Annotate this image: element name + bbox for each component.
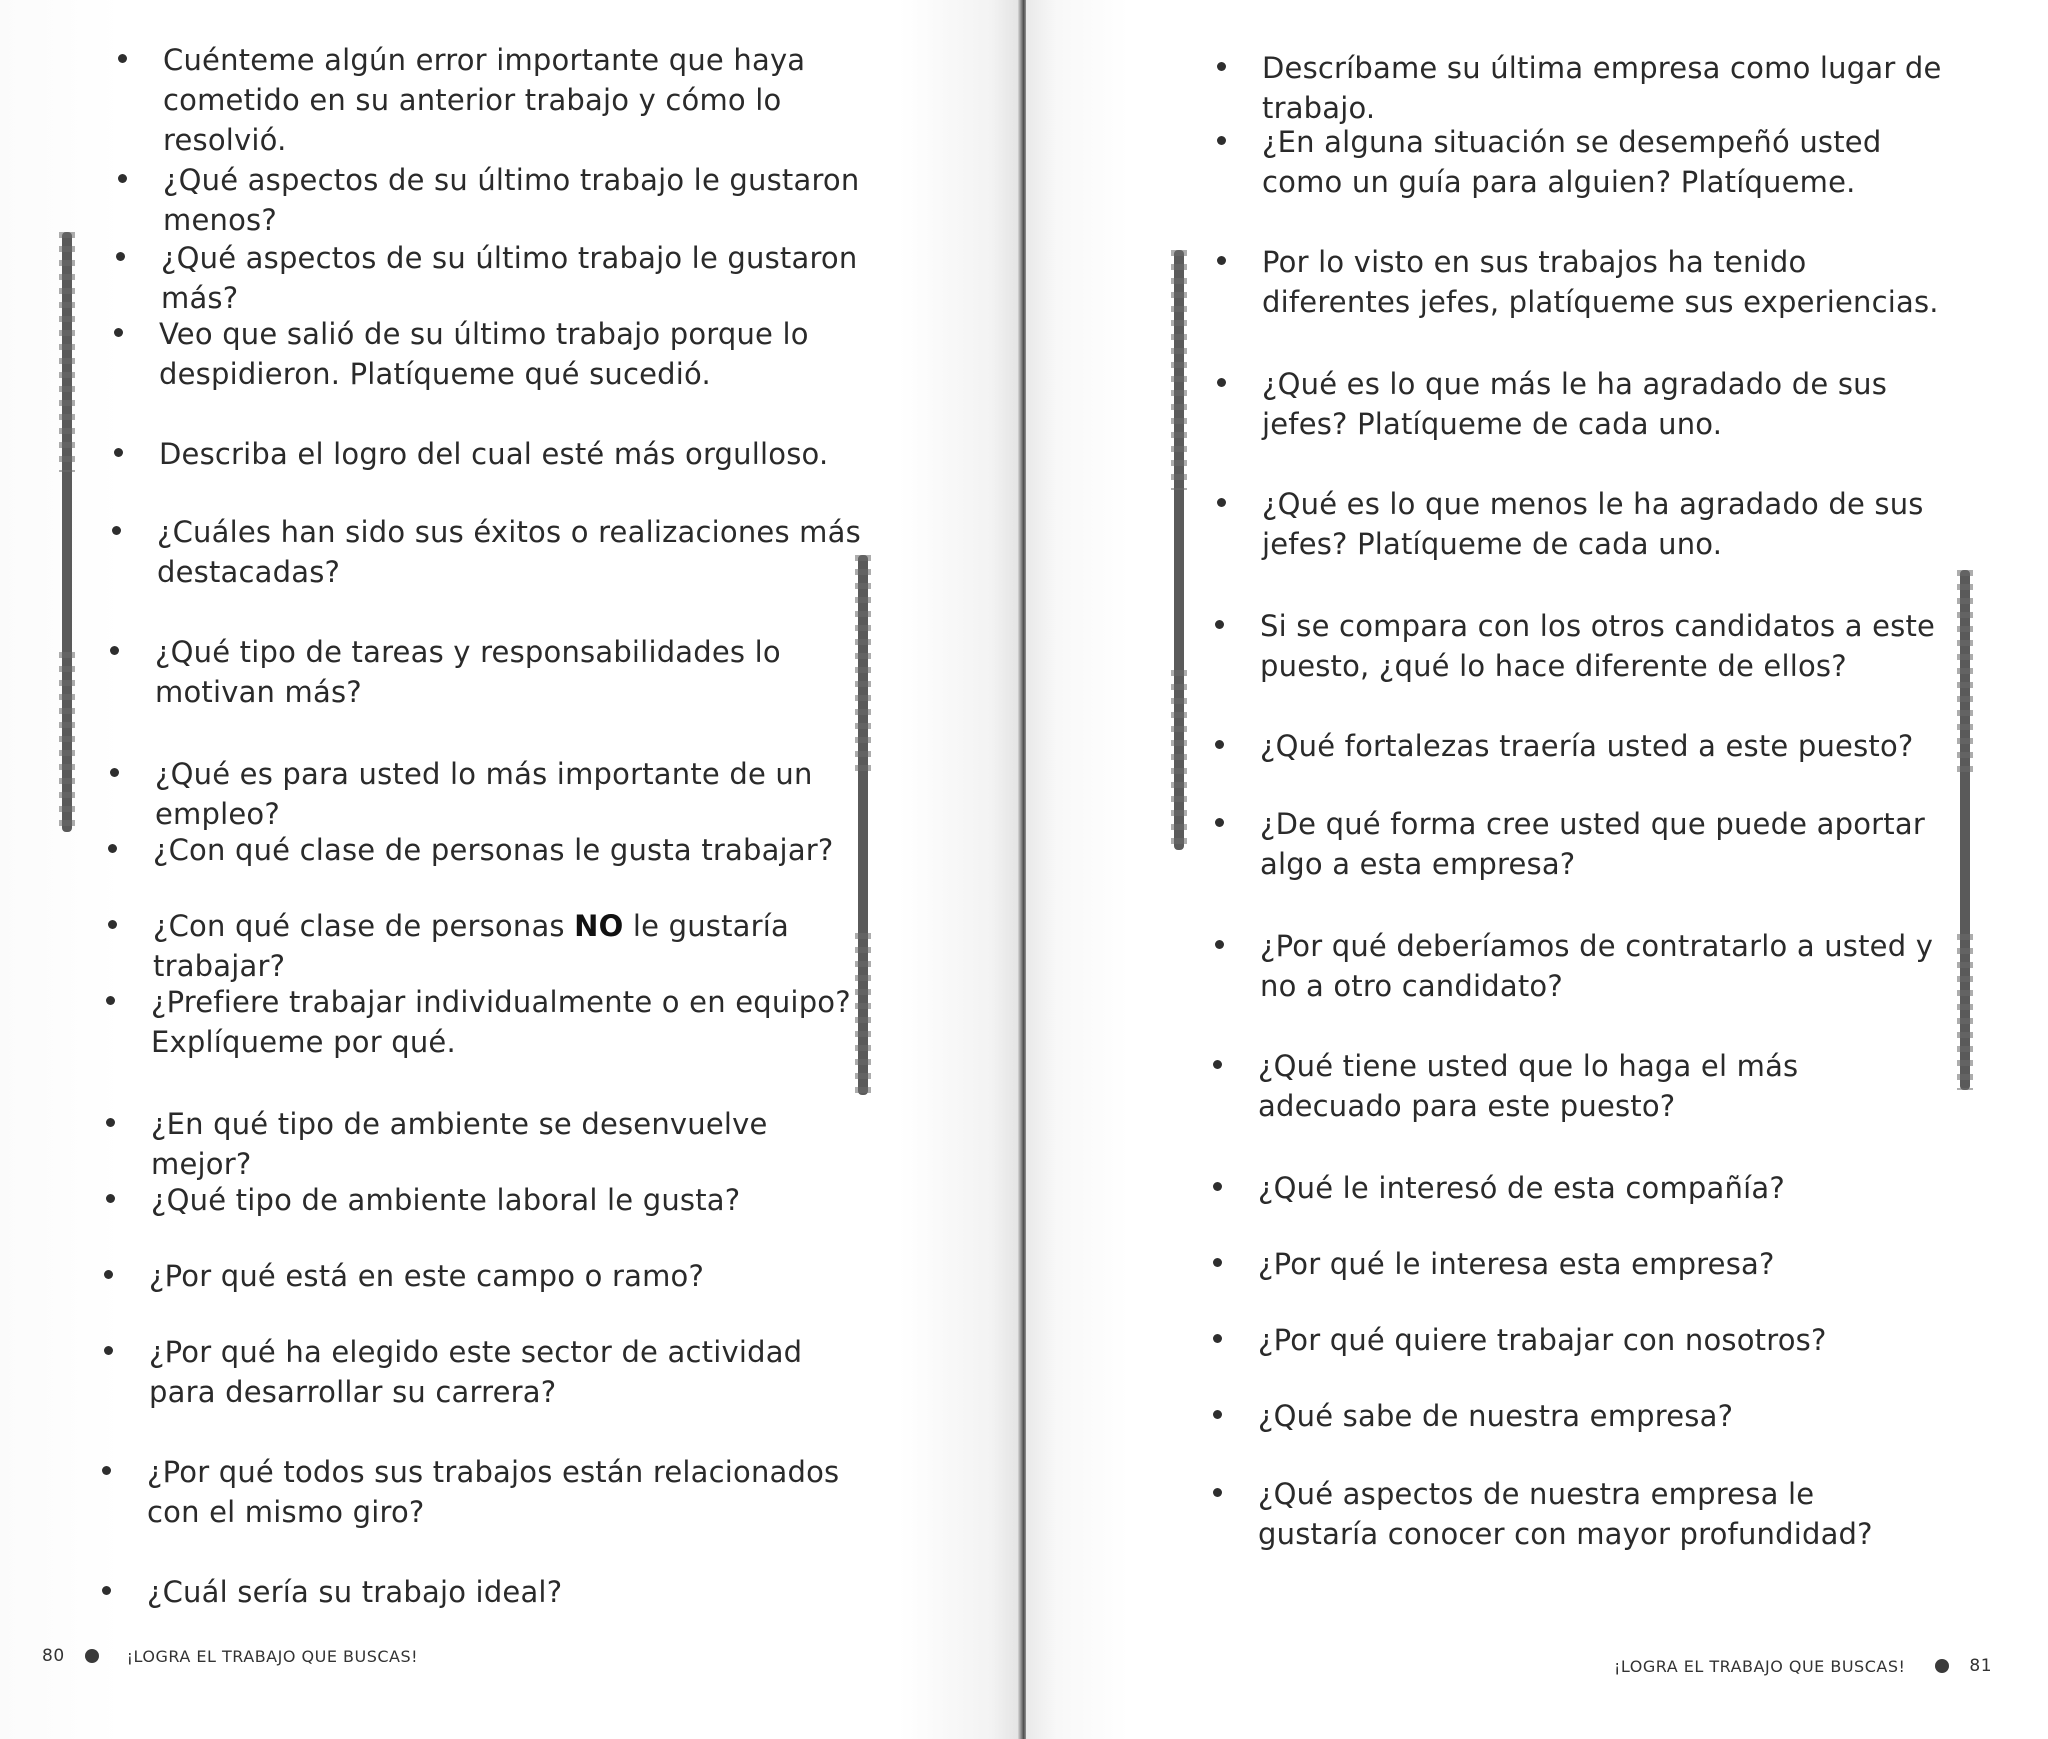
bullet-icon bbox=[1217, 378, 1226, 387]
question-item bbox=[1260, 726, 1940, 766]
page-number: 81 bbox=[1969, 1656, 1993, 1676]
question-item bbox=[149, 1332, 854, 1412]
right-right-bracket-mark bbox=[1960, 570, 1970, 1090]
bullet-icon bbox=[118, 174, 127, 183]
bullet-icon bbox=[1213, 1488, 1222, 1497]
question-text: ¿Cuál sería su trabajo ideal? bbox=[147, 1575, 563, 1609]
question-item bbox=[151, 982, 856, 1062]
bullet-icon bbox=[1215, 620, 1224, 629]
bullet-icon bbox=[102, 1586, 111, 1595]
bullet-icon bbox=[1213, 1182, 1222, 1191]
emphasis-no: NO bbox=[574, 909, 624, 943]
question-text: ¿Cuáles han sido sus éxitos o realizaciones más destacadas? bbox=[157, 515, 861, 589]
bullet-icon bbox=[114, 448, 123, 457]
question-text: ¿Prefiere trabajar individualmente o en equipo? Explíqueme por qué. bbox=[151, 985, 851, 1059]
left-page-footer bbox=[42, 1646, 418, 1666]
question-item bbox=[155, 754, 860, 834]
question-text: ¿Qué fortalezas traería usted a este puesto? bbox=[1260, 729, 1914, 763]
question-text: ¿Qué aspectos de su último trabajo le gustaron más? bbox=[161, 241, 858, 315]
left-page bbox=[0, 0, 1022, 1739]
question-text: Descríbame su última empresa como lugar de trabajo. bbox=[1262, 51, 1942, 125]
bullet-icon bbox=[116, 252, 125, 261]
question-text: ¿Por qué quiere trabajar con nosotros? bbox=[1258, 1323, 1827, 1357]
question-item bbox=[1260, 606, 1940, 686]
bullet-icon bbox=[1217, 498, 1226, 507]
question-item bbox=[1258, 1244, 1938, 1284]
question-text: Describa el logro del cual esté más orgulloso. bbox=[159, 437, 829, 471]
question-item bbox=[1260, 926, 1940, 1006]
question-item bbox=[1258, 1474, 1938, 1554]
question-text: ¿Por qué todos sus trabajos están relacionados con el mismo giro? bbox=[147, 1455, 840, 1529]
bullet-icon bbox=[104, 1270, 113, 1279]
question-item bbox=[159, 314, 864, 394]
question-text: ¿Por qué está en este campo o ramo? bbox=[149, 1259, 705, 1293]
question-text: ¿Por qué deberíamos de contratarlo a usted y no a otro candidato? bbox=[1260, 929, 1934, 1003]
question-item bbox=[163, 160, 868, 240]
question-item bbox=[1262, 242, 1942, 322]
right-margin-bracket-mark bbox=[1174, 250, 1184, 850]
bullet-icon bbox=[1213, 1410, 1222, 1419]
page-number: 80 bbox=[42, 1646, 65, 1666]
question-text: ¿De qué forma cree usted que puede aportar algo a esta empresa? bbox=[1260, 807, 1925, 881]
bullet-icon bbox=[102, 1466, 111, 1475]
question-item bbox=[161, 238, 866, 318]
question-text: ¿Qué tipo de ambiente laboral le gusta? bbox=[151, 1183, 741, 1217]
question-text: Por lo visto en sus trabajos ha tenido diferentes jefes, platíqueme sus experiencias. bbox=[1262, 245, 1939, 319]
right-page bbox=[1026, 0, 2048, 1739]
question-item bbox=[1262, 484, 1942, 564]
book-title: ¡LOGRA EL TRABAJO QUE BUSCAS! bbox=[126, 1646, 419, 1666]
footer-dot-icon bbox=[85, 1649, 99, 1663]
question-item bbox=[147, 1572, 852, 1612]
bullet-icon bbox=[1217, 256, 1226, 265]
question-item bbox=[1258, 1168, 1938, 1208]
bullet-icon bbox=[1217, 136, 1226, 145]
question-text: ¿Qué le interesó de esta compañía? bbox=[1258, 1171, 1785, 1205]
bullet-icon bbox=[106, 996, 115, 1005]
question-item bbox=[1258, 1320, 1938, 1360]
question-text: ¿En qué tipo de ambiente se desenvuelve mejor? bbox=[151, 1107, 768, 1181]
question-text: ¿Qué aspectos de su último trabajo le gustaron menos? bbox=[163, 163, 860, 237]
question-text: ¿Qué aspectos de nuestra empresa le gustaría conocer con mayor profundidad? bbox=[1258, 1477, 1873, 1551]
question-item bbox=[163, 40, 868, 160]
bullet-icon bbox=[110, 768, 119, 777]
question-text: ¿Por qué ha elegido este sector de actividad para desarrollar su carrera? bbox=[149, 1335, 803, 1409]
question-text: ¿En alguna situación se desempeñó usted como un guía para alguien? Platíqueme. bbox=[1262, 125, 1882, 199]
question-item bbox=[1258, 1396, 1938, 1436]
question-text: ¿Qué es lo que menos le ha agradado de sus jefes? Platíqueme de cada uno. bbox=[1262, 487, 1924, 561]
bullet-icon bbox=[106, 1194, 115, 1203]
bullet-icon bbox=[1217, 62, 1226, 71]
question-item bbox=[1258, 1046, 1938, 1126]
question-item bbox=[147, 1452, 852, 1532]
question-text: ¿Qué es para usted lo más importante de un empleo? bbox=[155, 757, 813, 831]
question-text-start: ¿Con qué clase de personas bbox=[153, 909, 575, 943]
bullet-icon bbox=[106, 1118, 115, 1127]
bullet-icon bbox=[1213, 1334, 1222, 1343]
right-page-footer bbox=[1614, 1656, 1992, 1676]
bullet-icon bbox=[110, 646, 119, 655]
question-item bbox=[151, 1104, 856, 1184]
bullet-icon bbox=[1213, 1060, 1222, 1069]
question-text: ¿Con qué clase de personas le gusta trabajar? bbox=[153, 833, 834, 867]
question-item bbox=[153, 906, 858, 986]
question-item bbox=[1262, 122, 1942, 202]
question-text-end: le gustaría trabajar? bbox=[153, 909, 790, 983]
bullet-icon bbox=[1215, 740, 1224, 749]
question-item bbox=[157, 512, 862, 592]
question-item bbox=[159, 434, 864, 474]
question-item bbox=[1262, 364, 1942, 444]
question-item bbox=[1260, 804, 1940, 884]
bullet-icon bbox=[1213, 1258, 1222, 1267]
question-text: ¿Qué tipo de tareas y responsabilidades lo motivan más? bbox=[155, 635, 781, 709]
bullet-icon bbox=[1215, 818, 1224, 827]
bullet-icon bbox=[1215, 940, 1224, 949]
left-margin-bracket-mark bbox=[62, 232, 72, 832]
question-text: Cuénteme algún error importante que haya cometido en su anterior trabajo y cómo lo resolvió. bbox=[163, 43, 806, 157]
bullet-icon bbox=[112, 526, 121, 535]
question-item bbox=[1262, 48, 1942, 128]
question-text: ¿Qué sabe de nuestra empresa? bbox=[1258, 1399, 1734, 1433]
question-item bbox=[149, 1256, 854, 1296]
question-item bbox=[151, 1180, 856, 1220]
question-text: Si se compara con los otros candidatos a este puesto, ¿qué lo hace diferente de ellos? bbox=[1260, 609, 1936, 683]
question-item bbox=[155, 632, 860, 712]
footer-dot-icon bbox=[1935, 1659, 1949, 1673]
bullet-icon bbox=[104, 1346, 113, 1355]
question-item bbox=[153, 830, 858, 870]
bullet-icon bbox=[118, 54, 127, 63]
question-text: ¿Por qué le interesa esta empresa? bbox=[1258, 1247, 1775, 1281]
bullet-icon bbox=[108, 920, 117, 929]
bullet-icon bbox=[114, 328, 123, 337]
question-text: ¿Qué tiene usted que lo haga el más adecuado para este puesto? bbox=[1258, 1049, 1799, 1123]
book-title: ¡LOGRA EL TRABAJO QUE BUSCAS! bbox=[1614, 1656, 1906, 1676]
question-text: Veo que salió de su último trabajo porque lo despidieron. Platíqueme qué sucedió. bbox=[159, 317, 809, 391]
question-text: ¿Qué es lo que más le ha agradado de sus jefes? Platíqueme de cada uno. bbox=[1262, 367, 1888, 441]
bullet-icon bbox=[108, 844, 117, 853]
